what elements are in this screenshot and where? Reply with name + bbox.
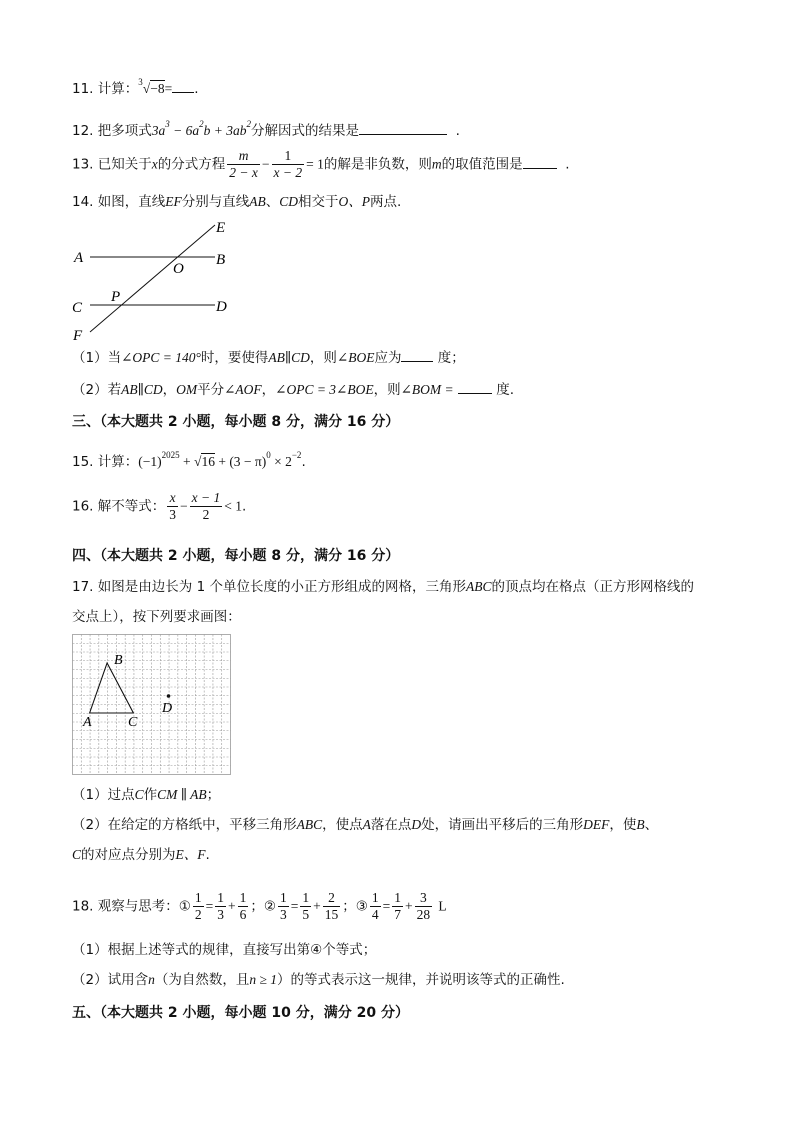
question-13: 13. 已知关于x的分式方程 $\frac{m}{2 - x}$ − $\frac{1}{x - 2}$ = 1的解是非负数，则m的取值范围是 . bbox=[72, 148, 570, 180]
fraction: $\frac{m}{2 - x}$ bbox=[229, 148, 258, 180]
grid-label-c: C bbox=[128, 715, 138, 730]
grid-label-d: D bbox=[162, 701, 173, 716]
triangle-abc bbox=[90, 663, 134, 713]
question-17-part-2-cont: C的对应点分别为E、F. bbox=[72, 847, 210, 863]
fraction: $\frac{1}{x - 2}$ bbox=[273, 148, 303, 180]
label-b: B bbox=[216, 252, 226, 268]
question-15: 15. 计算：$(-1)^{2025} + √16 + (3 - \pi)^0 \times 2^{-2}$. bbox=[72, 450, 306, 470]
question-18: 18. 观察与思考：① $\frac{1}{2}$ = $\frac{1}{3}$ + $\frac{1}{6}$ ；② $\frac{1}{3}$ = $\frac{1}{5}$ + $\frac{2}{15}$ ；③ $\frac{1}{4}$ = $\frac{1}{7}$ + $\frac{3}{28}$ L bbox=[72, 890, 447, 922]
question-17-part-1: （1）过点C作CM ∥ AB； bbox=[72, 787, 221, 803]
label-f: F bbox=[73, 328, 83, 340]
answer-blank[interactable] bbox=[401, 349, 433, 362]
section-4-heading: 四、（本大题共 2 小题，每小题 8 分，满分 16 分） bbox=[72, 548, 400, 564]
polynomial: $3a^3 - 6a^2b + 3ab^2$ bbox=[151, 119, 252, 138]
question-18-part-2: （2）试用含n（为自然数，且n ≥ 1）的等式表示这一规律，并说明该等式的正确性. bbox=[72, 972, 565, 988]
label-p: P bbox=[111, 289, 121, 305]
grid-label-a: A bbox=[83, 715, 92, 730]
answer-blank[interactable] bbox=[359, 122, 447, 135]
parallel-lines-figure bbox=[70, 215, 240, 340]
question-12: 12. 把多项式$3a^3 - 6a^2b + 3ab^2$分解因式的结果是 . bbox=[72, 119, 460, 139]
label-e: E bbox=[216, 220, 226, 236]
answer-blank[interactable] bbox=[523, 156, 557, 169]
square-grid-figure bbox=[72, 634, 232, 776]
question-11: 11. 计算：$^3$√−8= . bbox=[72, 77, 199, 97]
section-3-heading: 三、（本大题共 2 小题，每小题 8 分，满分 16 分） bbox=[72, 414, 400, 430]
question-14-part-1: （1）当∠OPC = 140°时，要使得AB∥CD，则∠BOE应为 度； bbox=[72, 350, 465, 366]
label-d: D bbox=[216, 299, 227, 315]
point-d bbox=[167, 694, 171, 698]
answer-blank[interactable] bbox=[172, 80, 194, 93]
section-5-heading: 五、（本大题共 2 小题，每小题 10 分，满分 20 分） bbox=[72, 1005, 409, 1021]
label-o: O bbox=[173, 261, 184, 277]
line-ef bbox=[90, 225, 215, 332]
answer-blank[interactable] bbox=[458, 381, 492, 394]
question-17-line-1: 17. 如图是由边长为 1 个单位长度的小正方形组成的网格，三角形ABC的顶点均在格点（正方形网格线的 bbox=[72, 579, 694, 595]
question-17-part-2: （2）在给定的方格纸中，平移三角形ABC，使点A落在点D处，请画出平移后的三角形DEF，使B、 bbox=[72, 817, 659, 833]
question-16: 16. 解不等式： $\frac{x}{3}$ − $\frac{x - 1}{2}$ < 1. bbox=[72, 490, 247, 522]
question-14: 14. 如图，直线EF分别与直线AB、CD相交于O、P两点. bbox=[72, 194, 402, 210]
label-a: A bbox=[74, 250, 84, 266]
question-17-line-2: 交点上），按下列要求画图： bbox=[72, 609, 241, 625]
question-18-part-1: （1）根据上述等式的规律，直接写出第④个等式； bbox=[72, 942, 377, 958]
cube-root: $^3$√−8 bbox=[138, 77, 165, 96]
question-14-part-2: （2）若AB∥CD，OM平分∠AOF，∠OPC = 3∠BOE，则∠BOM = 度. bbox=[72, 382, 515, 398]
label-c: C bbox=[72, 300, 83, 316]
grid-label-b: B bbox=[114, 653, 123, 668]
